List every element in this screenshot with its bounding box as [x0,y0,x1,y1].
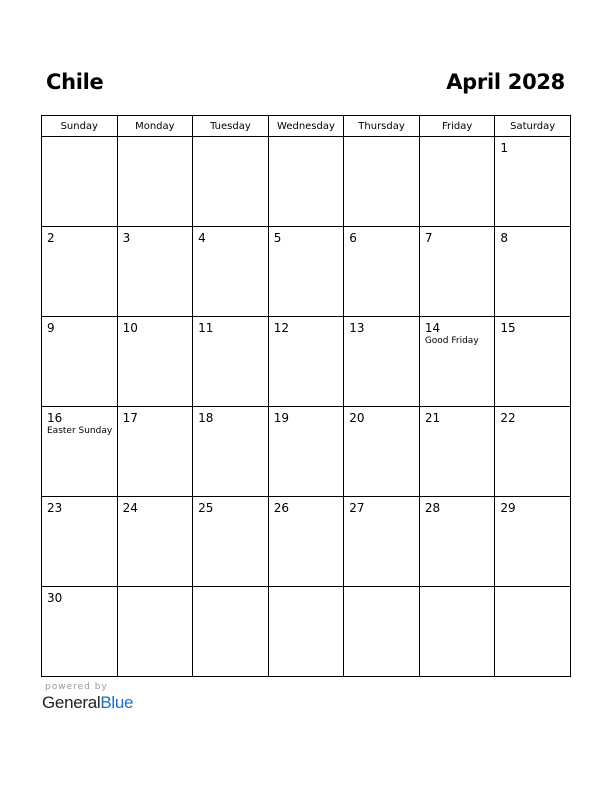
weekday-header-friday: Friday [419,116,495,137]
day-number: 23 [47,501,63,515]
day-cell [495,137,571,227]
day-number: 30 [47,591,63,605]
week-row-6 [42,587,571,677]
day-cell [344,407,420,497]
day-cell [193,587,269,677]
day-cell [193,407,269,497]
day-cell-holiday [419,317,495,407]
day-cell [419,227,495,317]
weekday-header-sunday: Sunday [42,116,118,137]
day-cell [117,137,193,227]
week-row-1 [42,137,571,227]
day-cell [268,317,344,407]
day-cell [344,227,420,317]
day-number: 4 [198,231,206,245]
day-number: 25 [198,501,214,515]
day-cell [193,497,269,587]
weekday-header-thursday: Thursday [344,116,420,137]
weekday-header-saturday: Saturday [495,116,571,137]
day-cell [419,407,495,497]
day-cell [117,587,193,677]
day-cell [42,137,118,227]
day-cell [42,317,118,407]
week-row-2 [42,227,571,317]
day-number: 26 [273,501,289,515]
day-number: 6 [349,231,357,245]
day-cell [117,407,193,497]
day-number: 14 [424,321,441,335]
weekday-header-tuesday: Tuesday [193,116,269,137]
month-year-title: April 2028 [446,70,565,94]
day-number: 22 [500,411,516,425]
day-cell [495,317,571,407]
day-number: 16 [47,411,63,425]
day-cell [268,227,344,317]
day-number: 27 [349,501,365,515]
day-cell [495,407,571,497]
powered-by-label: powered by [45,682,108,692]
day-number: 18 [198,411,214,425]
day-number: 1 [500,141,509,155]
day-cell [42,587,118,677]
country-title: Chile [46,70,104,94]
generalblue-logo[interactable] [42,693,133,713]
day-number: 15 [500,321,516,335]
day-cell [268,137,344,227]
day-number: 8 [500,231,509,245]
day-cell [344,137,420,227]
day-cell [268,407,344,497]
day-cell [419,587,495,677]
holiday-label-good-friday: Good Friday [424,336,479,346]
weekday-header-monday: Monday [117,116,193,137]
week-row-3 [42,317,571,407]
day-number: 12 [273,321,289,335]
day-number: 10 [122,321,138,335]
day-cell [344,317,420,407]
week-row-5 [42,497,571,587]
day-cell [268,587,344,677]
week-row-4 [42,407,571,497]
day-number: 24 [122,501,138,515]
day-cell [495,227,571,317]
weekday-header-row [42,116,571,137]
day-number: 7 [424,231,433,245]
day-cell [42,497,118,587]
day-number: 17 [122,411,138,425]
day-cell [495,497,571,587]
calendar-grid [41,115,571,677]
day-number: 21 [424,411,441,425]
day-number: 5 [273,231,282,245]
day-cell [495,587,571,677]
day-cell-holiday [42,407,118,497]
day-cell [117,227,193,317]
day-number: 3 [122,231,131,245]
day-number: 19 [273,411,289,425]
day-number: 20 [349,411,365,425]
day-number: 28 [424,501,441,515]
day-number: 13 [349,321,365,335]
day-cell [344,587,420,677]
day-cell [117,317,193,407]
day-cell [268,497,344,587]
day-cell [419,497,495,587]
day-number: 29 [500,501,516,515]
day-cell [42,227,118,317]
day-number: 9 [47,321,55,335]
logo-text-blue: Blue [100,693,134,712]
day-cell [419,137,495,227]
day-cell [193,227,269,317]
holiday-label-easter-sunday: Easter Sunday [47,426,113,436]
day-cell [117,497,193,587]
day-cell [193,317,269,407]
day-cell [344,497,420,587]
weekday-header-wednesday: Wednesday [268,116,344,137]
day-number: 2 [47,231,55,245]
logo-text-general: General [42,693,101,712]
day-cell [193,137,269,227]
day-number: 11 [198,321,214,335]
